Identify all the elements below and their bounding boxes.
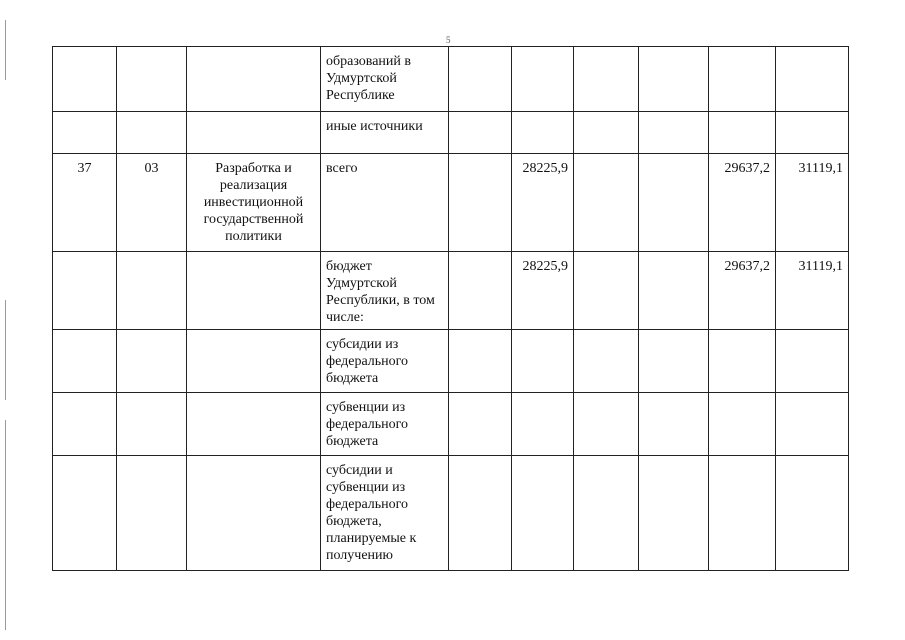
table-row <box>53 47 849 112</box>
row-code-cell <box>53 393 117 456</box>
value-cell <box>574 393 639 456</box>
value-cell <box>776 47 849 112</box>
value-cell <box>512 393 574 456</box>
activity-name-cell: Разработка и реализация инвестиционной государственной политики <box>187 154 321 252</box>
value-cell <box>639 330 709 393</box>
value-cell <box>449 330 512 393</box>
value-cell <box>639 393 709 456</box>
table-row <box>53 154 849 252</box>
value-cell <box>574 47 639 112</box>
value-cell <box>776 456 849 571</box>
funding-source-cell: бюджет Удмуртской Республики, в том числе: <box>321 252 449 330</box>
activity-name-cell <box>187 393 321 456</box>
row-subcode-cell <box>117 330 187 393</box>
value-cell <box>449 393 512 456</box>
value-cell <box>512 47 574 112</box>
scan-margin-mark <box>5 420 6 630</box>
row-subcode-cell: 03 <box>117 154 187 252</box>
value-cell: 31119,1 <box>776 154 849 252</box>
value-cell: 29637,2 <box>709 252 776 330</box>
value-cell <box>709 330 776 393</box>
funding-source-cell: всего <box>321 154 449 252</box>
row-code-cell <box>53 456 117 571</box>
value-cell <box>574 154 639 252</box>
value-cell <box>449 47 512 112</box>
row-code-cell: 37 <box>53 154 117 252</box>
value-cell <box>574 330 639 393</box>
value-cell <box>512 330 574 393</box>
value-cell <box>709 456 776 571</box>
funding-source-cell: субсидии из федерального бюджета <box>321 330 449 393</box>
value-cell <box>709 47 776 112</box>
funding-source-cell: иные источники <box>321 112 449 154</box>
scan-margin-mark <box>5 20 6 80</box>
activity-name-cell <box>187 112 321 154</box>
row-subcode-cell <box>117 112 187 154</box>
row-code-cell <box>53 112 117 154</box>
value-cell <box>709 112 776 154</box>
value-cell <box>574 252 639 330</box>
value-cell <box>639 154 709 252</box>
value-cell: 29637,2 <box>709 154 776 252</box>
value-cell <box>449 456 512 571</box>
activity-name-cell <box>187 252 321 330</box>
page-number: 5 <box>446 35 451 45</box>
table-row <box>53 393 849 456</box>
scan-margin-mark <box>5 300 6 400</box>
activity-name-cell <box>187 456 321 571</box>
funding-source-cell: субвенции из федерального бюджета <box>321 393 449 456</box>
value-cell <box>574 456 639 571</box>
row-code-cell <box>53 330 117 393</box>
value-cell <box>512 456 574 571</box>
value-cell <box>574 112 639 154</box>
funding-source-cell: субсидии и субвенции из федерального бюджета, планируемые к получению <box>321 456 449 571</box>
value-cell <box>449 252 512 330</box>
row-subcode-cell <box>117 47 187 112</box>
row-code-cell <box>53 252 117 330</box>
activity-name-cell <box>187 47 321 112</box>
value-cell <box>709 393 776 456</box>
value-cell: 28225,9 <box>512 154 574 252</box>
row-subcode-cell <box>117 393 187 456</box>
funding-source-cell: образований в Удмуртской Республике <box>321 47 449 112</box>
table-row <box>53 112 849 154</box>
value-cell: 31119,1 <box>776 252 849 330</box>
value-cell <box>639 456 709 571</box>
table-row <box>53 330 849 393</box>
table-row <box>53 456 849 571</box>
value-cell <box>639 47 709 112</box>
value-cell <box>776 112 849 154</box>
row-subcode-cell <box>117 252 187 330</box>
activity-name-cell <box>187 330 321 393</box>
value-cell <box>776 393 849 456</box>
value-cell <box>512 112 574 154</box>
row-subcode-cell <box>117 456 187 571</box>
value-cell <box>639 112 709 154</box>
value-cell <box>449 154 512 252</box>
value-cell <box>776 330 849 393</box>
value-cell <box>449 112 512 154</box>
value-cell <box>639 252 709 330</box>
budget-table <box>52 46 849 571</box>
value-cell: 28225,9 <box>512 252 574 330</box>
row-code-cell <box>53 47 117 112</box>
table-row <box>53 252 849 330</box>
